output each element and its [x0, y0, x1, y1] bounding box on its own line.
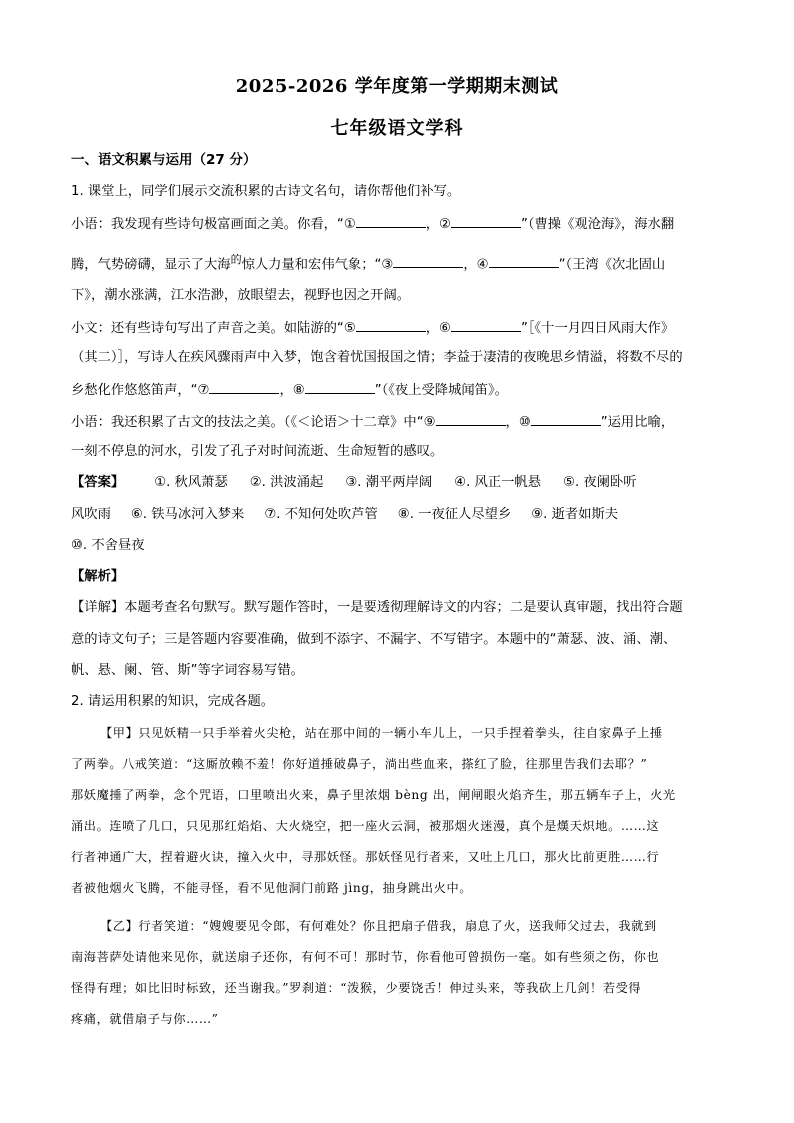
text-segment: 小文：还有些诗句写出了声音之美。如陆游的“⑤: [71, 321, 356, 336]
answer-item: 风吹雨: [71, 507, 111, 522]
blank-1[interactable]: [356, 213, 426, 228]
answer-row-2: [71, 505, 731, 525]
answer-row-1: [71, 473, 731, 493]
text-segment: ，⑥: [425, 321, 451, 336]
passage-yi-line: 【乙】行者笑道：“嫂嫂要见令郎，有何难处？你且把扇子借我，扇息了火，送我师父过去，我就到: [100, 919, 657, 933]
answer-item: ⑤. 夜阑卧听: [563, 475, 637, 490]
answer-item: ⑦. 不知何处吹芦管: [264, 507, 378, 522]
detail-line-2: 意的诗文句子；三是答题内容要准确，做到不添字、不漏字、不写错字。本题中的“萧瑟、波、涌、潮、: [71, 632, 677, 647]
text-segment: 的: [230, 253, 242, 266]
text-segment: ，⑧: [279, 383, 305, 398]
q1-xiaoyu-line3: 下》，潮水涨满，江水浩渺，放眼望去，视野也因之开阔。: [71, 288, 411, 303]
q2-stem: 2. 请运用积累的知识，完成各题。: [71, 694, 275, 709]
passage-jia-line: 行者神通广大，捏着避火诀，撞入火中，寻那妖怪。那妖怪见行者来，又吐上几口，那火比前更胜……行: [71, 850, 660, 864]
text-segment: ，⑩: [505, 415, 531, 430]
text-segment: 乡愁化作悠悠笛声，“⑦: [71, 383, 210, 398]
answer-item: ⑧. 一夜征人尽望乡: [397, 507, 512, 522]
text-segment: ”（《夜上受降城闻笛》。: [374, 383, 508, 398]
q1-stem: 1. 课堂上，同学们展示交流积累的古诗文名句，请你帮他们补写。: [71, 184, 461, 199]
text-segment: 腾，气势磅礴，显示了大海: [71, 257, 231, 273]
q1-xiaoyu-line5: 一刻不停息的河水，引发了孔子对时间流逝、生命短暂的感叹。: [71, 444, 444, 459]
text-segment: ”（曹操《观沧海》，海水翻: [520, 217, 675, 232]
blank-3[interactable]: [393, 253, 463, 268]
passage-jia-line: 者被他烟火飞腾，不能寻怪，看不见他洞门前路 jìng，抽身跳出火中。: [71, 881, 473, 895]
answer-item: ①. 秋风萧瑟: [154, 475, 228, 490]
analysis-label: 【解析】: [71, 569, 125, 584]
passage-yi-line: 怪得有理；如比旧时标致，还当谢我。”罗刹道：“泼猴，少要饶舌！伸过头来，等我砍上几剑！若受得: [71, 981, 642, 995]
passage-yi-line: 疼痛，就借扇子与你……”: [71, 1012, 219, 1026]
answer-item: ⑥. 铁马冰河入梦来: [130, 507, 245, 522]
q1-xiaowen-line1: [71, 317, 731, 339]
blank-4[interactable]: [489, 253, 559, 268]
passage-jia-line: 涌出。连喷了几口，只见那红焰焰、大火烧空，把一座火云洞，被那烟火迷漫，真个是熯天炽地。……这: [71, 819, 660, 833]
text-segment: ，④: [463, 257, 489, 273]
blank-7[interactable]: [209, 379, 279, 394]
blank-2[interactable]: [451, 213, 521, 228]
detail-line-3: 帆、悬、阑、管、斯”等字词容易写错。: [71, 663, 304, 678]
q1-xiaowen-line2: （其二）］，写诗人在疾风骤雨声中入梦，饱含着忧国报国之情；李益于凄清的夜晚思乡情溢，将数不尽的: [71, 350, 683, 365]
text-segment: ”运用比喻，: [600, 415, 675, 430]
q1-xiaoyu-line4: [71, 411, 731, 433]
blank-9[interactable]: [436, 411, 506, 426]
answer-row-3: ⑩. 不舍昼夜: [71, 538, 145, 553]
detail-line-1: 【详解】本题考查名句默写。默写题作答时，一是要透彻理解诗文的内容；二是要认真审题，找出符合题: [71, 600, 683, 615]
text-segment: ”（王湾《次北固山: [558, 257, 666, 273]
text-segment: 小语：我还积累了古文的技法之美。（《＜论语＞十二章》中“⑨: [71, 415, 436, 430]
section-heading: 一、语文积累与运用（27 分）: [71, 152, 257, 168]
answer-item: ③. 潮平两岸阔: [345, 475, 433, 490]
answer-label: 【答案】: [71, 475, 125, 490]
text-segment: ，②: [425, 217, 451, 232]
text-segment: 惊人力量和宏伟气象；“③: [241, 257, 394, 273]
answer-item: ⑨. 逝者如斯夫: [531, 507, 619, 522]
text-segment: ”［《十一月四日风雨大作》: [520, 321, 675, 336]
passage-jia-line: 了两拳。八戒笑道：“这厮放赖不羞！你好道捶破鼻子，淌出些血来，搽红了脸，往那里告我们去耶？”: [71, 757, 648, 771]
text-segment: 小语：我发现有些诗句极富画面之美。你看，“①: [71, 217, 356, 232]
q1-xiaoyu-line1: [71, 213, 731, 235]
answer-item: ②. 洪波涌起: [249, 475, 324, 490]
q1-xiaoyu-line2: [71, 250, 731, 275]
exam-subtitle: 七年级语文学科: [330, 118, 464, 139]
passage-yi-line: 南海菩萨处请他来见你，就送扇子还你，有何不可！那时节，你看他可曾损伤一毫。如有些须之伤，你也: [71, 950, 660, 964]
passage-jia-line: 【甲】只见妖精一只手举着火尖枪，站在那中间的一辆小车儿上，一只手捏着拳头，往自家鼻子上捶: [100, 726, 663, 740]
exam-title: 2025-2026 学年度第一学期期末测试: [235, 76, 559, 97]
blank-8[interactable]: [305, 379, 375, 394]
blank-5[interactable]: [356, 317, 426, 332]
blank-6[interactable]: [451, 317, 521, 332]
answer-item: ④. 风正一帆悬: [454, 475, 542, 490]
q1-xiaowen-line3: [71, 379, 731, 401]
passage-jia-line: 那妖魔捶了两拳，念个咒语，口里喷出火来，鼻子里浓烟 bèng 出，闸闸眼火焰齐生，那五辆车子上，火光: [71, 788, 676, 802]
blank-10[interactable]: [531, 411, 601, 426]
